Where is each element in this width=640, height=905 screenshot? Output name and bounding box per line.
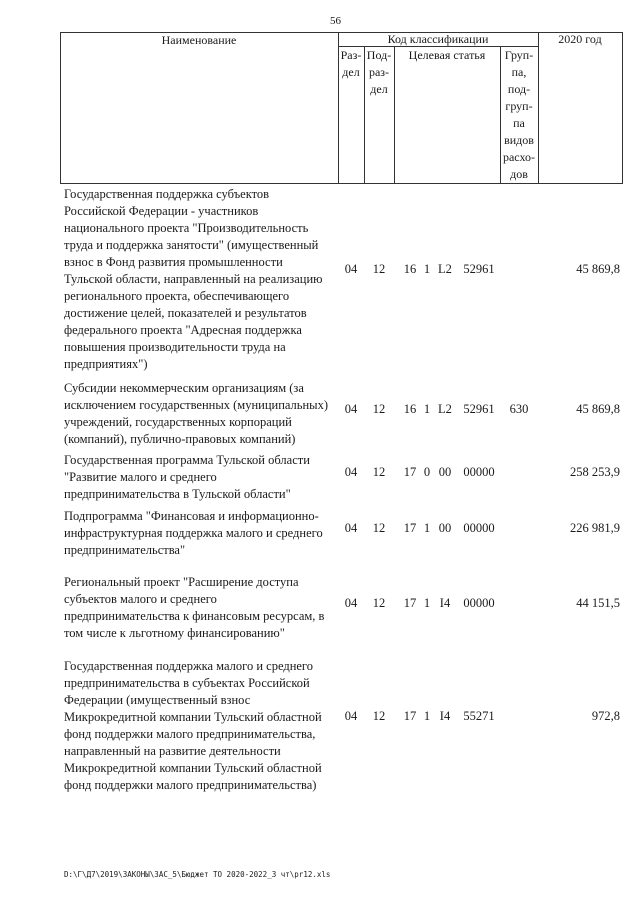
row-target-1: 17 xyxy=(403,521,417,535)
row-target-4: 52961 xyxy=(463,402,495,416)
table-row xyxy=(0,574,640,650)
row-target-4: 00000 xyxy=(463,465,495,479)
row-target-3: 00 xyxy=(438,465,452,479)
row-target-2: 1 xyxy=(423,596,431,610)
header-group: Груп- па, под- груп- па видов расхо- дов xyxy=(502,48,536,181)
page-number: 56 xyxy=(330,15,341,27)
row-subsection: 12 xyxy=(372,402,386,416)
header-class-code: Код классификации xyxy=(387,32,489,46)
row-subsection: 12 xyxy=(372,596,386,610)
row-target-1: 16 xyxy=(403,402,417,416)
table-row xyxy=(0,380,640,450)
row-amount: 972,8 xyxy=(591,709,620,723)
row-target-4: 52961 xyxy=(463,262,495,276)
row-target-2: 1 xyxy=(423,402,431,416)
row-section: 04 xyxy=(344,262,358,276)
row-target-4: 00000 xyxy=(463,596,495,610)
row-target-3: I4 xyxy=(439,596,451,610)
row-subsection: 12 xyxy=(372,709,386,723)
row-section: 04 xyxy=(344,465,358,479)
row-name: Подпрограмма "Финансовая и информационно- инфраструктурная поддержка малого и среднего предпринимательства" xyxy=(64,509,323,557)
row-amount: 45 869,8 xyxy=(576,402,620,416)
row-target-3: 00 xyxy=(438,521,452,535)
table-row xyxy=(0,452,640,506)
row-target-3: L2 xyxy=(438,262,452,276)
row-section: 04 xyxy=(344,709,358,723)
row-subsection: 12 xyxy=(372,465,386,479)
row-target-1: 16 xyxy=(403,262,417,276)
table-row xyxy=(0,508,640,568)
row-name: Государственная поддержка субъектов Российской Федерации - участников национального проекта "Производительность труда и поддержка занятости" (имущественный взнос в Фонд развития промышленности Тульской области, направленный на реализацию регионального проекта, обеспечивающего достижение целей, показателей и результатов федерального проекта "Адресная поддержка повышения производительности труда на предприятиях") xyxy=(64,187,323,371)
table-row xyxy=(0,186,640,376)
row-section: 04 xyxy=(344,402,358,416)
header-year: 2020 год xyxy=(558,32,602,46)
row-name: Государственная программа Тульской области "Развитие малого и среднего предпринимательства в Тульской области" xyxy=(64,453,310,501)
row-subsection: 12 xyxy=(372,521,386,535)
row-section: 04 xyxy=(344,521,358,535)
row-target-1: 17 xyxy=(403,709,417,723)
row-name: Субсидии некоммерческим организациям (за исключением государственных (муниципальных) учреждений, государственных корпораций (компаний), публично-правовых компаний) xyxy=(64,381,328,446)
row-target-1: 17 xyxy=(403,596,417,610)
row-target-2: 0 xyxy=(423,465,431,479)
row-target-4: 00000 xyxy=(463,521,495,535)
row-target-1: 17 xyxy=(403,465,417,479)
row-section: 04 xyxy=(344,596,358,610)
header-name: Наименование xyxy=(161,33,237,47)
header-subsection: Под- раз- дел xyxy=(366,48,392,96)
row-target-3: I4 xyxy=(439,709,451,723)
header-section: Раз- дел xyxy=(340,48,362,79)
row-target-4: 55271 xyxy=(463,709,495,723)
row-target-3: L2 xyxy=(438,402,452,416)
header-target: Целевая статья xyxy=(408,48,486,62)
row-target-2: 1 xyxy=(423,709,431,723)
row-amount: 258 253,9 xyxy=(570,465,620,479)
file-path-footer: D:\Г\Д7\2019\ЗАКОНЫ\ЗАС_5\Бюджет ТО 2020-2022_3 чт\pr12.xls xyxy=(64,870,331,879)
row-target-2: 1 xyxy=(423,521,431,535)
row-target-2: 1 xyxy=(423,262,431,276)
row-amount: 44 151,5 xyxy=(576,596,620,610)
row-subsection: 12 xyxy=(372,262,386,276)
row-amount: 45 869,8 xyxy=(576,262,620,276)
row-name: Государственная поддержка малого и среднего предпринимательства в субъектах Российской Федерации (имущественный взнос Микрокредитной компании Тульский областной фонд поддержки малого предпринимательства, направленный на развитие деятельности Микрокредитной компании Тульский областной фонд поддержки малого предпринимательства) xyxy=(64,659,322,792)
row-name: Региональный проект "Расширение доступа субъектов малого и среднего предпринимательства к финансовым ресурсам, в том числе к льготному финансированию" xyxy=(64,575,325,640)
row-expense-type: 630 xyxy=(509,402,529,416)
table-row xyxy=(0,658,640,798)
row-amount: 226 981,9 xyxy=(570,521,620,535)
